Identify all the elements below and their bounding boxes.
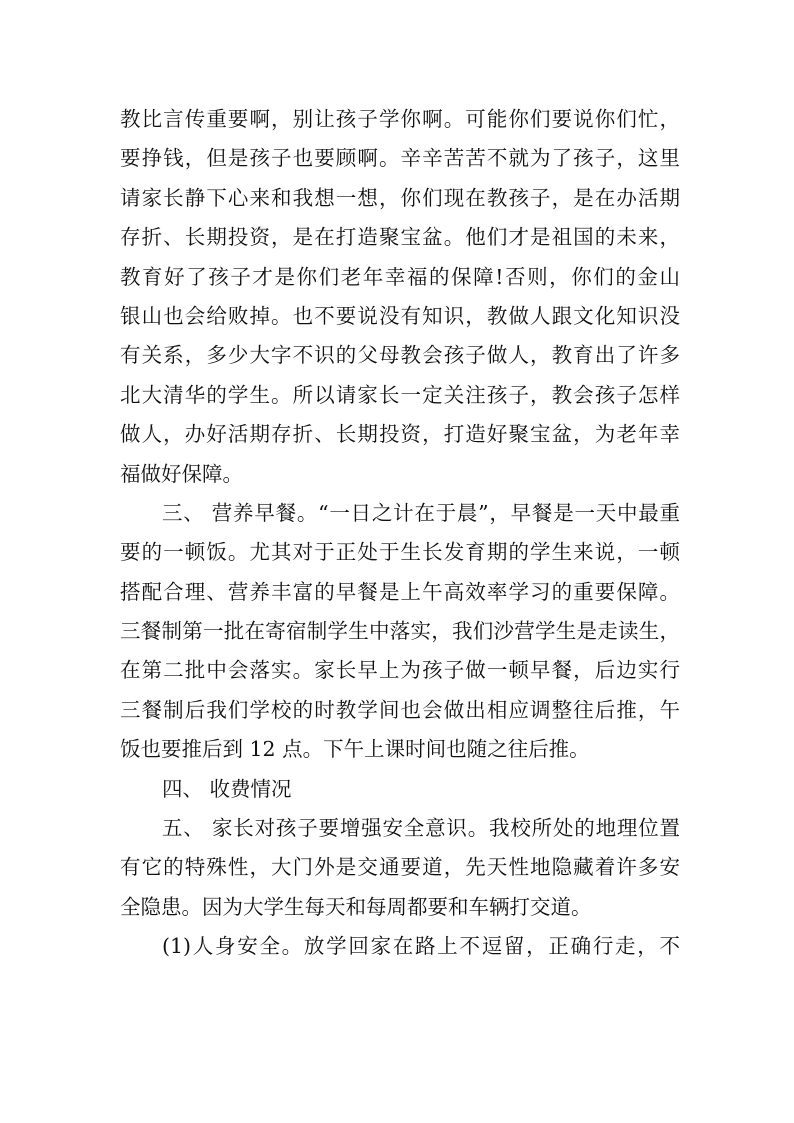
text-line: (1)人身安全。放学回家在路上不逗留，正确行走，不 — [162, 934, 680, 959]
text-line: 搭配合理、营养丰富的早餐是上午高效率学习的重要保障。 — [120, 579, 680, 604]
text-line: 要挣钱，但是孩子也要顾啊。辛辛苦苦不就为了孩子，这里 — [120, 146, 680, 171]
text-line: 在第二批中会落实。家长早上为孩子做一顿早餐，后边实行 — [120, 658, 680, 683]
text-line: 有它的特殊性，大门外是交通要道，先天性地隐藏着许多安 — [120, 855, 680, 880]
text-line: 三餐制后我们学校的时教学间也会做出相应调整往后推，午 — [120, 697, 680, 722]
text-line: 教育好了孩子才是你们老年幸福的保障!否则，你们的金山 — [120, 264, 680, 289]
text-line: 做人，办好活期存折、长期投资，打造好聚宝盆，为老年幸 — [120, 422, 680, 447]
body-text — [120, 100, 680, 967]
text-line: 存折、长期投资，是在打造聚宝盆。他们才是祖国的未来， — [120, 225, 680, 250]
text-line: 要的一顿饭。尤其对于正处于生长发育期的学生来说，一顿 — [120, 540, 680, 565]
text-line: 全隐患。因为大学生每天和每周都要和车辆打交道。 — [120, 894, 592, 919]
text-line: 北大清华的学生。所以请家长一定关注孩子，教会孩子怎样 — [120, 382, 680, 407]
section-heading-line: 五、 家长对孩子要增强安全意识。我校所处的地理位置 — [162, 816, 680, 841]
text-line: 请家长静下心来和我想一想，你们现在教孩子，是在办活期 — [120, 185, 680, 210]
text-line: 饭也要推后到 12 点。下午上课时间也随之往后推。 — [120, 737, 590, 762]
section-heading-line: 三、 营养早餐。“一日之计在于晨”，早餐是一天中最重 — [162, 500, 680, 525]
text-line: 有关系，多少大字不识的父母教会孩子做人，教育出了许多 — [120, 343, 680, 368]
text-line: 教比言传重要啊，别让孩子学你啊。可能你们要说你们忙， — [120, 107, 680, 131]
section-heading-line: 四、 收费情况 — [162, 776, 292, 801]
text-line: 三餐制第一批在寄宿制学生中落实，我们沙营学生是走读生， — [120, 619, 680, 644]
text-line: 银山也会给败掉。也不要说没有知识，教做人跟文化知识没 — [120, 303, 680, 328]
text-line: 福做好保障。 — [120, 461, 243, 486]
